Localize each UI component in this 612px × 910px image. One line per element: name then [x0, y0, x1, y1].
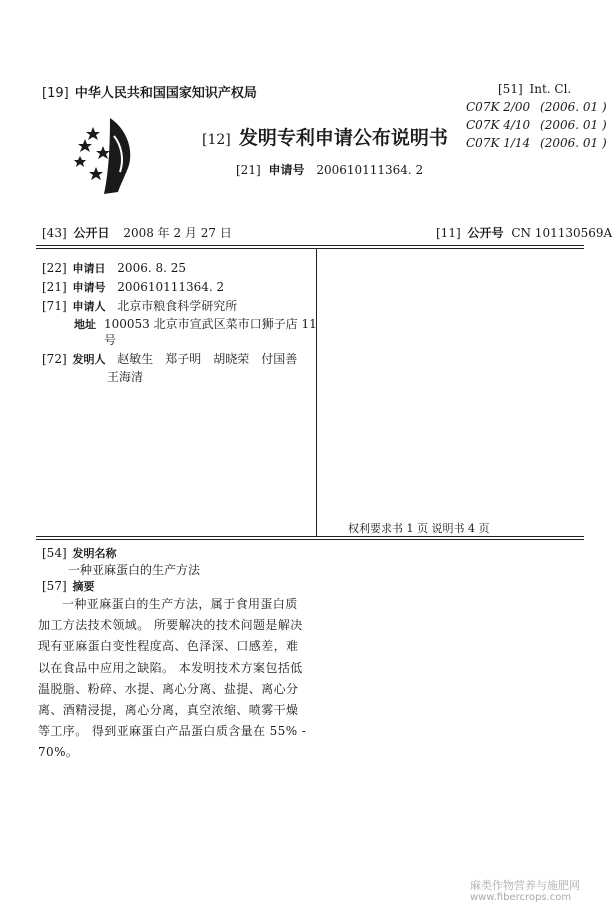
ipc-class: C07K 1/14 [466, 136, 531, 150]
ipc-row [466, 136, 607, 150]
inventor-names: 赵敏生 郑子明 胡晓荣 付国善 [117, 352, 298, 366]
field-code: [57] [42, 579, 67, 593]
field-code: [72] [42, 352, 67, 366]
abstract-body [38, 594, 308, 764]
emblem-shape [104, 118, 130, 194]
column-divider [316, 249, 317, 536]
field-code: [22] [42, 261, 67, 275]
office-name: 中华人民共和国国家知识产权局 [74, 86, 257, 101]
ipc-row [466, 118, 607, 132]
separator-line [36, 245, 584, 246]
publication-date-line [42, 224, 232, 241]
ipc-version: (2006. 01 ) [540, 100, 607, 114]
ipc-class: C07K 4/10 [466, 118, 531, 132]
filing-date: 2006. 8. 25 [117, 261, 186, 275]
separator-line [36, 539, 584, 540]
ipc-code: [51] [498, 82, 523, 96]
header-app-no-code: [21] [236, 163, 261, 177]
doc-kind: 发明专利申请公布说明书 [238, 127, 448, 149]
abstract-header [42, 578, 94, 594]
star-icon [74, 156, 86, 167]
app-no-row [42, 279, 224, 295]
header-app-no-label: 申请号 [268, 163, 305, 177]
applicant-name: 北京市粮食科学研究所 [117, 299, 238, 313]
field-code: [54] [42, 546, 67, 560]
field-label: 申请人 [72, 300, 106, 313]
doc-kind-code: [12] [202, 132, 231, 148]
invention-title: 一种亚麻蛋白的生产方法 [68, 563, 201, 577]
filing-date-row [42, 260, 186, 276]
address-line: 号 [104, 333, 117, 347]
ipc-version: (2006. 01 ) [540, 118, 607, 132]
star-icon [78, 139, 92, 152]
field-label: 申请日 [72, 262, 106, 275]
header-app-no-line [236, 161, 423, 178]
pub-date-label: 公开日 [73, 226, 110, 240]
sipo-logo-graphic [66, 112, 142, 196]
doc-kind-line [202, 123, 448, 150]
header-app-no: 200610111364. 2 [316, 163, 424, 177]
abstract-text: 一种亚麻蛋白的生产方法，属于食用蛋白质加工方法技术领域。 所要解决的技术问题是解决现有亚麻蛋白变性程度高、色泽深、口感差，难以在食品中应用之缺陷。 本发明技术方案包括低温脱脂、粉碎、水提、离心分离、盐提、离心分离、酒精浸提，离心分离，真空浓缩、喷雾干燥等工序。 得到亚麻蛋白产品蛋白质含量在 55% - 70%。 [38, 597, 307, 760]
field-label: 发明人 [72, 353, 106, 366]
field-label: 摘要 [72, 580, 95, 593]
address-line: 100053 北京市宣武区菜市口狮子店 11 [104, 317, 317, 331]
separator-line [36, 248, 584, 249]
sipo-logo [66, 112, 142, 196]
ipc-label: Int. Cl. [529, 82, 572, 96]
ipc-class: C07K 2/00 [466, 100, 531, 114]
applicant-row [42, 297, 237, 314]
field-label: 发明名称 [72, 547, 117, 560]
star-icon [86, 127, 100, 140]
star-icon [89, 167, 103, 180]
field-label: 申请号 [72, 281, 106, 294]
ipc-version: (2006. 01 ) [540, 136, 607, 150]
address-label: 地址 [74, 318, 96, 331]
pub-no-code: [11] [436, 226, 461, 240]
pub-date-code: [43] [42, 226, 67, 240]
watermark-title: 麻类作物营养与施肥网 [470, 879, 580, 892]
inventors-row [42, 350, 297, 367]
application-number: 200610111364. 2 [117, 280, 225, 294]
separator-line [36, 536, 584, 537]
ipc-row [466, 100, 607, 114]
pub-no-label: 公开号 [467, 226, 504, 240]
page-count: 权利要求书 1 页 说明书 4 页 [348, 522, 490, 535]
office-code: [19] [42, 86, 69, 101]
field-code: [71] [42, 299, 67, 313]
office-line [42, 82, 257, 101]
inventor-names: 王海清 [107, 370, 144, 384]
pub-no: CN 101130569A [511, 226, 612, 240]
star-icon [96, 146, 110, 159]
pub-date: 2008 年 2 月 27 日 [123, 226, 232, 240]
watermark-url: www.fibercrops.com [470, 892, 572, 903]
ipc-header [498, 82, 571, 96]
field-code: [21] [42, 280, 67, 294]
invention-title-header [42, 545, 116, 561]
publication-no-line [436, 224, 612, 241]
